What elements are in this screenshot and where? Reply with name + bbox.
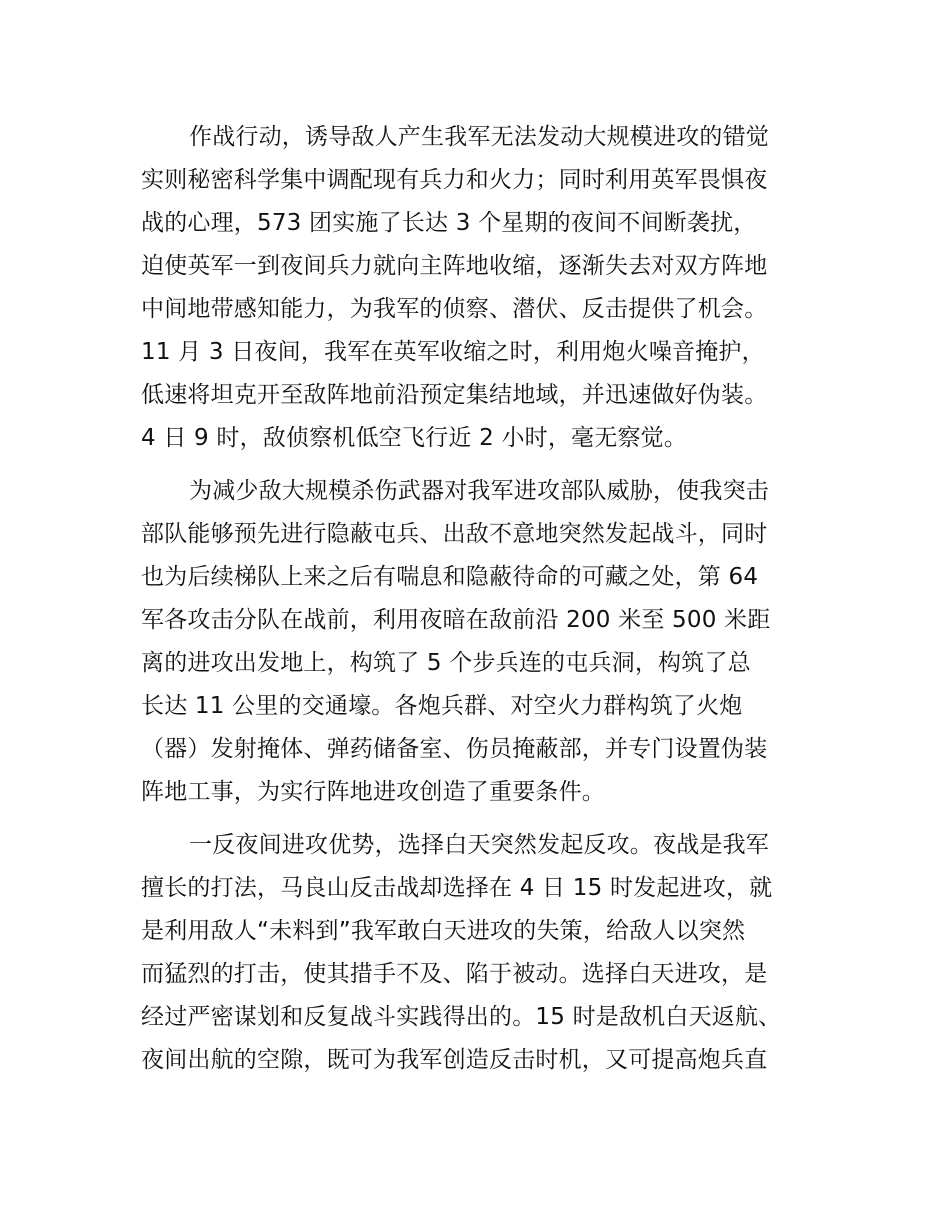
- text-line: 离的进攻出发地上，构筑了 5 个步兵连的屯兵洞，构筑了总: [141, 650, 751, 676]
- text-line: 部队能够预先进行隐蔽屯兵、出敌不意地突然发起战斗，同时: [141, 521, 768, 547]
- text-line: 是利用敌人“未料到”我军敢白天进攻的失策，给敌人以突然: [141, 918, 746, 944]
- text-line: 擅长的打法，马良山反击战却选择在 4 日 15 时发起进攻，就: [141, 875, 773, 901]
- text-line: 也为后续梯队上来之后有喘息和隐蔽待命的可藏之处，第 64: [141, 564, 759, 590]
- text-line: 战的心理，573 团实施了长达 3 个星期的夜间不间断袭扰，: [141, 210, 757, 236]
- text-line: 实则秘密科学集中调配现有兵力和火力；同时利用英军畏惧夜: [141, 167, 768, 193]
- text-line: 阵地工事，为实行阵地进攻创造了重要条件。: [141, 779, 605, 805]
- text-line: 经过严密谋划和反复战斗实践得出的。15 时是敌机白天返航、: [141, 1004, 782, 1030]
- text-line: 中间地带感知能力，为我军的侦察、潜伏、反击提供了机会。: [141, 296, 768, 322]
- text-line: 4 日 9 时，敌侦察机低空飞行近 2 小时，毫无察觉。: [141, 425, 688, 451]
- text-line: 军各攻击分队在战前，利用夜暗在敌前沿 200 米至 500 米距: [141, 607, 771, 633]
- text-line: 为减少敌大规模杀伤武器对我军进攻部队威胁，使我突击: [189, 478, 769, 504]
- text-line: 11 月 3 日夜间，我军在英军收缩之时，利用炮火噪音掩护，: [141, 339, 765, 365]
- paragraph-spacer: [141, 814, 821, 824]
- paragraph-3: [141, 824, 821, 1082]
- text-line: 而猛烈的打击，使其措手不及、陷于被动。选择白天进攻，是: [141, 961, 768, 987]
- text-line: （器）发射掩体、弹药储备室、伤员掩蔽部，并专门设置伪装: [141, 736, 768, 762]
- text-line: 长达 11 公里的交通壕。各炮兵群、对空火力群构筑了火炮: [141, 693, 743, 719]
- document-body: [141, 116, 821, 1082]
- text-line: 一反夜间进攻优势，选择白天突然发起反攻。夜战是我军: [189, 832, 769, 858]
- text-line: 低速将坦克开至敌阵地前沿预定集结地域，并迅速做好伪装。: [141, 382, 768, 408]
- paragraph-spacer: [141, 460, 821, 470]
- text-line: 迫使英军一到夜间兵力就向主阵地收缩，逐渐失去对双方阵地: [141, 253, 768, 279]
- text-line: 夜间出航的空隙，既可为我军创造反击时机，又可提高炮兵直: [141, 1047, 768, 1073]
- text-line: 作战行动，诱导敌人产生我军无法发动大规模进攻的错觉: [189, 124, 769, 150]
- paragraph-1: [141, 116, 821, 460]
- paragraph-2: [141, 470, 821, 814]
